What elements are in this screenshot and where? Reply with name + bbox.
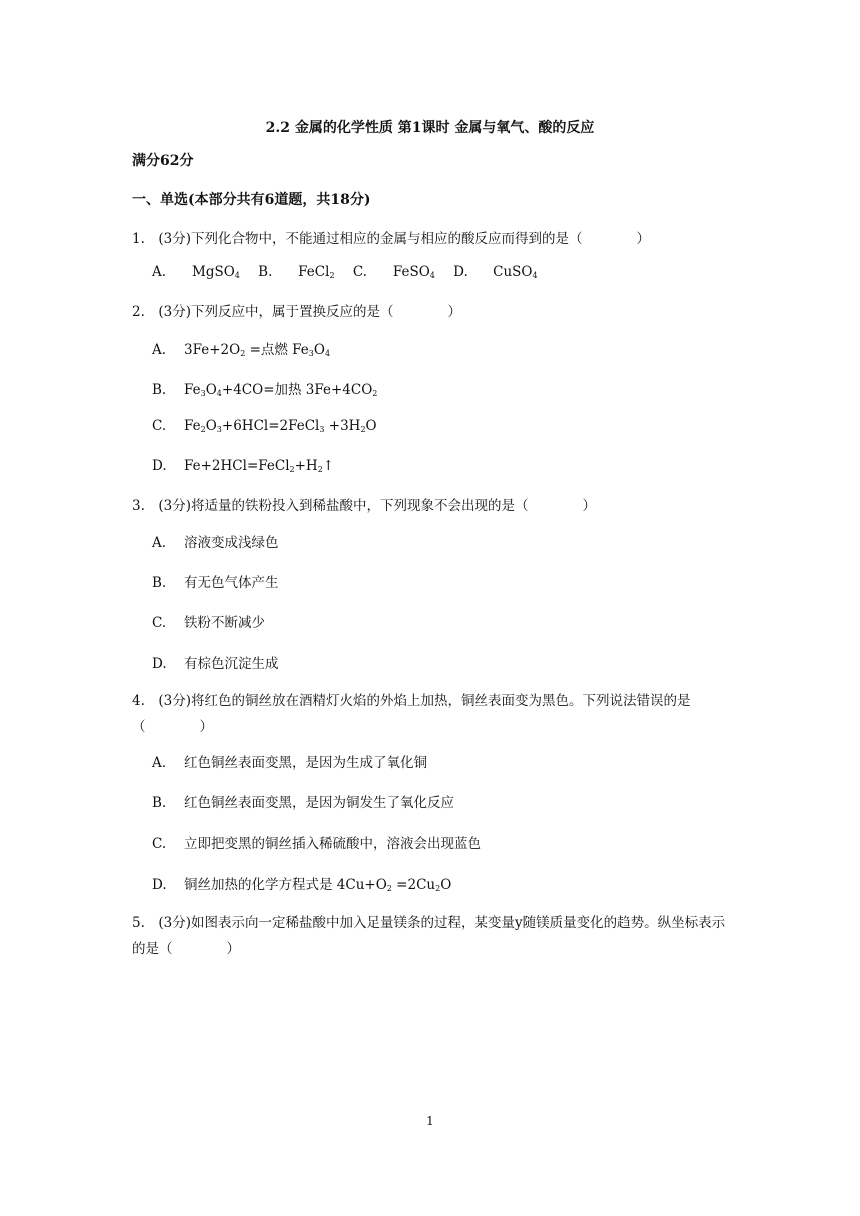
option-b: FeCl$_2$ <box>298 264 335 280</box>
section-heading: 一、单选(本部分共有6道题，共18分) <box>132 192 371 208</box>
question-4-option-b: B. 红色铜丝表面变黑，是因为铜发生了氧化反应 <box>152 795 454 811</box>
option-label: C. <box>352 264 367 280</box>
question-4-option-d: D. 铜丝加热的化学方程式是 $4Cu+O_2 =2Cu_2O$ <box>152 877 452 893</box>
question-3-option-b: B. 有无色气体产生 <box>152 575 279 591</box>
question-3-option-d: D. 有棕色沉淀生成 <box>152 656 279 672</box>
option-label: A. <box>152 264 167 280</box>
question-4-option-c: C. 立即把变黑的铜丝插入稀硫酸中，溶液会出现蓝色 <box>152 836 481 852</box>
page-number: 1 <box>426 1114 434 1128</box>
question-1-stem: 1. (3分)下列化合物中，不能通过相应的金属与相应的酸反应而得到的是（ ） <box>132 231 651 247</box>
question-3-option-a: A. 溶液变成浅绿色 <box>152 535 279 551</box>
question-2-option-c: C. $Fe_2O_3+6HCl=2FeCl_3 +3H_2O$ <box>152 418 377 434</box>
question-2-option-d: D. $Fe+2HCl=FeCl_2+H_2↑$ <box>152 458 335 474</box>
question-2-stem: 2. (3分)下列反应中，属于置换反应的是（ ） <box>132 304 462 320</box>
question-2-option-a: A. $3Fe+2O_2$ =点燃 $Fe_3O_4$ <box>152 342 331 358</box>
option-d: CuSO$_4$ <box>493 264 538 280</box>
full-score: 满分62分 <box>132 153 194 169</box>
page-title: 2.2 金属的化学性质 第1课时 金属与氧气、酸的反应 <box>265 120 595 136</box>
question-1-options <box>152 264 712 280</box>
option-label: B. <box>258 264 273 280</box>
question-4-option-a: A. 红色铜丝表面变黑，是因为生成了氧化铜 <box>152 755 427 771</box>
option-label: D. <box>453 264 468 280</box>
question-3-option-c: C. 铁粉不断减少 <box>152 615 265 631</box>
option-a: MgSO$_4$ <box>192 264 240 280</box>
question-4-stem: 4. (3分)将红色的铜丝放在酒精灯火焰的外焰上加热，铜丝表面变为黑色。下列说法错误的是（ ） <box>132 693 691 735</box>
option-c: FeSO$_4$ <box>392 264 435 280</box>
question-2-option-b: B. $Fe_3O_4+4CO=$加热 $3Fe+4CO_2$ <box>152 382 378 398</box>
question-5-stem: 5. (3分)如图表示向一定稀盐酸中加入足量镁条的过程，某变量y随镁质量变化的趋势。纵坐标表示的是（ ） <box>132 915 726 957</box>
question-3-stem: 3. (3分)将适量的铁粉投入到稀盐酸中，下列现象不会出现的是（ ） <box>132 498 597 514</box>
